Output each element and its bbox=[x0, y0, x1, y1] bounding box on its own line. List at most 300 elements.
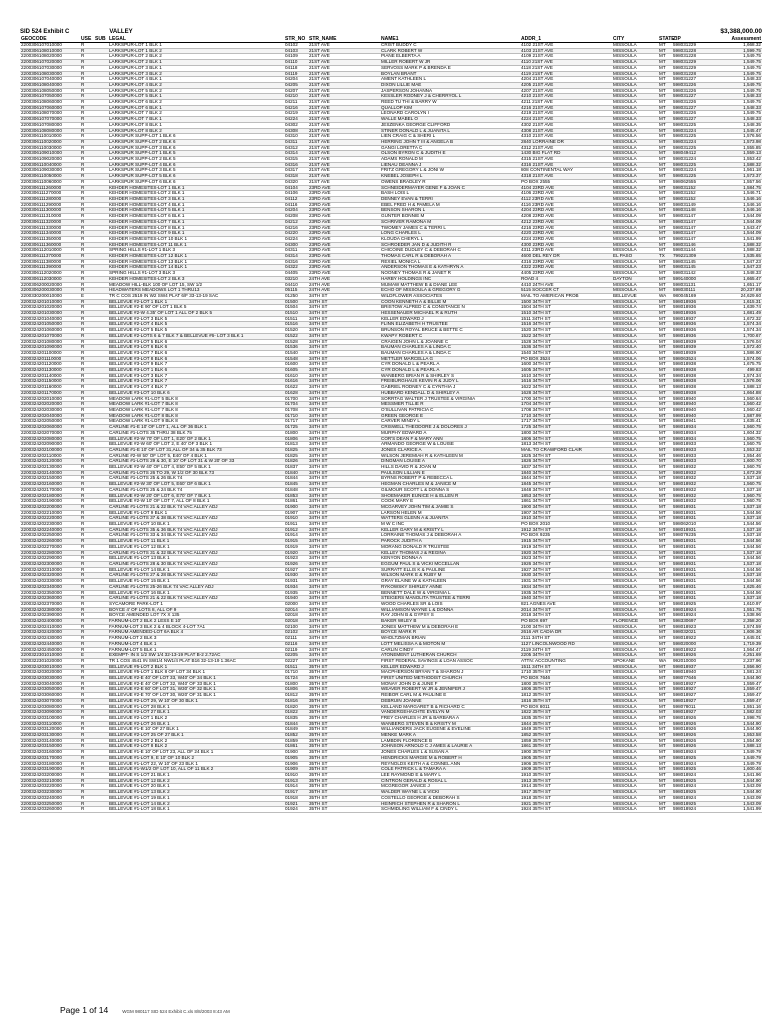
cell-zip: 598018931 bbox=[672, 516, 708, 522]
cell-use: R bbox=[80, 71, 94, 77]
cell-use: R bbox=[80, 174, 94, 180]
cell-city: MISSOULA bbox=[613, 407, 637, 412]
cell-state: MT bbox=[658, 299, 672, 305]
cell-city: MISSOULA bbox=[613, 133, 637, 139]
cell-assessment: 1,544.56 bbox=[743, 509, 761, 515]
cell-use: R bbox=[80, 710, 94, 716]
cell-city: MISSOULA bbox=[613, 395, 637, 401]
cell-legal: BELLEVUE #2-W 70' OF LOT 1, E20' OF 2 BLK 1 bbox=[108, 436, 284, 442]
cell-use: R bbox=[81, 42, 85, 47]
cell-str-name: 35TH ST bbox=[308, 778, 380, 784]
cell-str-no: 04216 bbox=[285, 224, 298, 230]
cell-legal: KEHDER HOMESITES-LOT 7 BLK 1 bbox=[108, 219, 284, 225]
cell-legal: BELLEVUE #2-LOT 8 BLK 2 bbox=[108, 744, 284, 750]
cell-use: R bbox=[80, 516, 94, 522]
cell-state: MT bbox=[659, 201, 666, 207]
cell-name: WILSON JEREMIAH R & KATHLEEN M bbox=[381, 452, 463, 458]
cell-state: MT bbox=[658, 596, 672, 602]
cell-str-no: 04224 bbox=[285, 235, 298, 241]
cell-legal: LARKSPUR-LOT 3 BLK 1 bbox=[109, 64, 162, 70]
cell-addr: ATTN: ACCOUNTING bbox=[521, 657, 566, 663]
cell-assessment: 1,544.90 bbox=[743, 726, 761, 732]
cell-name: LONG CHARLES L bbox=[380, 231, 520, 237]
cell-legal: BELLEVUE #2-E 70' OF LOT 30, W20' OF 31 BLK 1 bbox=[109, 692, 216, 698]
cell-name: CHICOINE DUDLEY C & DEBORAH C bbox=[381, 247, 461, 253]
cell-zip: 598018924 bbox=[673, 772, 696, 777]
cell-addr: 1710 34TH ST bbox=[520, 413, 612, 419]
cell-state: MT bbox=[658, 550, 672, 556]
cell-state: MT bbox=[658, 117, 672, 123]
cell-city: MISSOULA bbox=[612, 60, 658, 66]
cell-assessment: 1,625.46 bbox=[708, 584, 762, 590]
cell-str-name: 34TH ST bbox=[308, 619, 380, 625]
cell-assessment: 1,544.09 bbox=[743, 213, 761, 219]
cell-state: WA bbox=[659, 657, 667, 663]
cell-state: MT bbox=[659, 635, 666, 641]
cell-state: MT bbox=[658, 333, 672, 339]
cell-str-no: 04318 bbox=[284, 174, 308, 180]
cell-str-name: 34TH ST bbox=[308, 539, 380, 545]
cell-assessment: 1,544.09 bbox=[708, 219, 762, 225]
cell-use: R bbox=[80, 413, 94, 419]
cell-addr: PO BOX 7646 bbox=[520, 676, 612, 682]
cell-zip: 598031148 bbox=[672, 208, 708, 214]
cell-str-no: 02014 bbox=[284, 607, 308, 613]
cell-state: MT bbox=[658, 322, 672, 328]
cell-assessment: 1,551.75 bbox=[708, 607, 762, 613]
cell-city: MISSOULA bbox=[613, 555, 637, 561]
cell-str-name: 34TH ST bbox=[308, 504, 380, 510]
cell-legal: BELLEVUE #2-W 60' OF LOT 2, E 40' OF 3 BLK 1 bbox=[109, 441, 213, 447]
cell-str-no: 04104 bbox=[284, 185, 308, 191]
cell-city: MISSOULA bbox=[612, 744, 658, 750]
cell-zip: 598018924 bbox=[673, 794, 696, 800]
cell-state: MT bbox=[659, 452, 666, 458]
cell-geocode: 2200324203220000 bbox=[21, 783, 62, 789]
col-state: STATE bbox=[659, 36, 675, 42]
cell-str-no: 01906 bbox=[285, 760, 298, 766]
cell-zip: 598018938 bbox=[672, 390, 708, 396]
cell-state: MT bbox=[659, 235, 666, 241]
cell-geocode: 2200306111280000 bbox=[20, 196, 80, 202]
cell-zip: 598031227 bbox=[672, 105, 708, 111]
cell-str-no: 04308 bbox=[284, 128, 308, 134]
cell-str-no: 01905 bbox=[284, 755, 308, 761]
cell-str-name: 23RD AVE bbox=[309, 201, 331, 207]
cell-str-no: 01914 bbox=[285, 783, 298, 789]
cell-use: R bbox=[80, 550, 94, 556]
cell-city: SPOKANE bbox=[613, 657, 636, 663]
cell-str-no: 02116 bbox=[284, 641, 308, 647]
cell-legal: FARNUM-LOT 2 BLK 3 bbox=[109, 635, 157, 641]
cell-addr: 1910 35TH ST bbox=[521, 772, 551, 777]
cell-name: LIENAU DEANNA J bbox=[380, 162, 520, 168]
cell-legal: FARNUM AMENDED-LOT 6A BLK 4 bbox=[108, 630, 284, 636]
cell-assessment: 1,560.42 bbox=[743, 407, 761, 412]
cell-zip: 980045169 bbox=[673, 292, 696, 298]
cell-str-name: 21ST AVE bbox=[308, 117, 380, 123]
cell-str-name: 34TH ST bbox=[308, 561, 380, 567]
cell-name: FRITZ GREGORY L & JONI W bbox=[381, 167, 444, 173]
cell-city: MISSOULA bbox=[613, 247, 637, 253]
cell-city: MISSOULA bbox=[613, 418, 637, 424]
cell-use: R bbox=[80, 60, 94, 66]
cell-state: MT bbox=[659, 703, 666, 709]
cell-geocode: 2200324202060000 bbox=[20, 425, 80, 431]
cell-str-no: 01250 bbox=[285, 292, 298, 298]
cell-zip: 598018931 bbox=[672, 561, 708, 567]
cell-geocode: 2200324203070000 bbox=[20, 698, 80, 704]
cell-addr: ROAD 4 bbox=[520, 276, 612, 282]
cell-legal: MEADOW HILL-BLK 100 OF LOT 15, SW 1/2 bbox=[109, 281, 203, 287]
cell-zip: 598018932 bbox=[673, 464, 696, 470]
cell-assessment: 1,549.75 bbox=[708, 82, 762, 88]
cell-str-no: 01826 bbox=[284, 459, 308, 465]
cell-city: MISSOULA bbox=[613, 384, 637, 390]
cell-addr: 1536 34TH ST bbox=[520, 345, 612, 351]
cell-geocode: 2200306108040000 bbox=[20, 82, 80, 88]
cell-use: R bbox=[80, 436, 94, 442]
cell-use: R bbox=[80, 288, 94, 294]
cell-zip: 598031152 bbox=[672, 196, 708, 202]
cell-assessment: 1,551.16 bbox=[743, 703, 761, 709]
cell-city: MISSOULA bbox=[613, 452, 637, 458]
cell-name: KELLEY THOMAS J & REGINA bbox=[380, 550, 520, 556]
col-use: USE bbox=[80, 36, 94, 43]
cell-legal: LARKSPUR SUPP-LOT 6 BLK 6 bbox=[109, 178, 176, 184]
cell-addr: 4205 21ST AVE bbox=[520, 82, 612, 88]
cell-geocode: 2200324202130000 bbox=[21, 464, 62, 470]
cell-addr: 4106 23RD AVE bbox=[521, 190, 555, 196]
cell-str-no: 02000 bbox=[285, 600, 298, 606]
cell-use: R bbox=[81, 657, 85, 663]
cell-geocode: 2200324202220000 bbox=[20, 516, 80, 522]
cell-name: EGGUM PAUL S & VICKI MCCELLAN bbox=[380, 561, 520, 567]
cell-use: E bbox=[80, 653, 94, 659]
cell-assessment: 1,537.18 bbox=[708, 561, 762, 567]
cell-state: MT bbox=[659, 156, 666, 162]
cell-city: MISSOULA bbox=[613, 201, 637, 207]
cell-use: R bbox=[81, 53, 85, 59]
cell-use: R bbox=[81, 178, 85, 184]
cell-str-no: 04322 bbox=[284, 265, 308, 271]
cell-city: MISSOULA bbox=[613, 87, 637, 93]
cell-str-name: 34TH ST bbox=[308, 368, 380, 374]
cell-state: MT bbox=[658, 94, 672, 100]
cell-city: MISSOULA bbox=[612, 504, 658, 510]
cell-use: R bbox=[81, 304, 85, 310]
cell-addr: 4316 23RD AVE bbox=[521, 258, 555, 264]
cell-city: MISSOULA bbox=[612, 117, 658, 123]
cell-assessment: 1,545.47 bbox=[708, 128, 762, 134]
cell-use: E bbox=[81, 292, 85, 298]
cell-str-name: 34TH ST bbox=[309, 338, 328, 344]
cell-legal: BELLEVUE #2-LOT 4 BLK 5 bbox=[108, 322, 284, 328]
cell-city: MISSOULA bbox=[612, 687, 658, 693]
cell-state: MT bbox=[659, 247, 666, 253]
cell-zip: 598018931 bbox=[673, 509, 696, 515]
cell-str-no: 01622 bbox=[285, 384, 298, 390]
cell-geocode: 2200324203170000 bbox=[20, 755, 80, 761]
cell-zip: 598018924 bbox=[673, 612, 696, 618]
cell-state: MT bbox=[658, 653, 672, 659]
cell-str-name: 35TH ST bbox=[308, 687, 380, 693]
cell-name: WANBERG BRIAN R & SHIRLEY S bbox=[381, 372, 455, 378]
cell-assessment: 1,600.46 bbox=[708, 767, 762, 773]
cell-name: BAUMAN CHARLES A & LINDA C bbox=[381, 349, 451, 355]
cell-city: MISSOULA bbox=[612, 721, 658, 727]
cell-geocode: 2200324203210000 bbox=[20, 778, 80, 784]
cell-addr: 1822 35TH ST bbox=[520, 710, 612, 716]
cell-sub bbox=[94, 807, 108, 813]
cell-use: R bbox=[81, 612, 85, 618]
cell-legal: LARKSPUR-LOT 5 BLK 2 bbox=[109, 87, 162, 93]
cell-state: MT bbox=[658, 687, 672, 693]
cell-str-name: 35TH ST bbox=[309, 692, 328, 698]
cell-addr: 1861 34TH ST bbox=[521, 498, 551, 504]
cell-name: DIXON LILLIE MAE bbox=[380, 82, 520, 88]
col-sub: SUB bbox=[94, 36, 108, 43]
cell-use: R bbox=[81, 646, 85, 652]
cell-addr: 1528 34TH ST bbox=[521, 338, 551, 344]
cell-addr: 1910 34TH ST bbox=[520, 516, 612, 522]
cell-legal: BELLEVUE #2-W 30' OF LOT 5, E60' OF 6 BLK 1 bbox=[108, 482, 284, 488]
cell-geocode: 2200306111390000 bbox=[20, 265, 80, 271]
cell-zip: 598018933 bbox=[673, 452, 696, 458]
cell-geocode: 2200324203240000 bbox=[21, 794, 62, 800]
cell-name: HEINRICH STEPHEN R & SHARON L bbox=[380, 801, 520, 807]
cell-name: CINTRON GERALD & ROSAL L bbox=[380, 778, 520, 784]
cell-city: MISSOULA bbox=[613, 726, 637, 732]
cell-name: JOHNSON ARNOLD C J AMES & LAURIE A bbox=[380, 744, 520, 750]
cell-legal: LARKSPUR-LOT 6 BLK 2 bbox=[109, 99, 162, 105]
cell-addr: 1812 35TH ST bbox=[521, 692, 551, 698]
cell-zip: 598031224 bbox=[672, 128, 708, 134]
cell-addr: PO BOX 3524 bbox=[520, 356, 612, 362]
cell-city: MISSOULA bbox=[612, 459, 658, 465]
cell-str-no: 01861 bbox=[285, 498, 298, 504]
cell-addr: 1900 34TH ST bbox=[520, 504, 612, 510]
cell-str-name: 35TH ST bbox=[309, 760, 328, 766]
cell-city: MISSOULA bbox=[612, 162, 658, 168]
cell-state: MT bbox=[658, 60, 672, 66]
cell-use: R bbox=[81, 258, 85, 264]
cell-state: MT bbox=[659, 338, 666, 344]
cell-state: MT bbox=[658, 242, 672, 248]
cell-str-no: 01915 bbox=[284, 539, 308, 545]
cell-str-no: 01835 bbox=[285, 714, 298, 720]
cell-assessment: 1,537.18 bbox=[708, 527, 762, 533]
cell-legal: CARLINE #1-LOTS 37 & 38 BLK 74 VAC ALLEY ADJ bbox=[108, 516, 284, 522]
cell-city: MISSOULA bbox=[613, 692, 637, 698]
cell-city: MISSOULA bbox=[612, 676, 658, 682]
cell-name: SCHMIDLING WILLIAM F & CINDY L bbox=[381, 806, 458, 812]
cell-use: R bbox=[80, 276, 94, 282]
cell-state: MT bbox=[658, 174, 672, 180]
cell-use: R bbox=[80, 733, 94, 739]
cell-name: WANBERG STEVEN B & KRISTY M bbox=[380, 721, 520, 727]
cell-addr: 4204 23RD AVE bbox=[520, 208, 612, 214]
cell-state: MT bbox=[658, 447, 672, 453]
cell-zip: 598031229 bbox=[673, 64, 696, 70]
cell-name: COSTELLO GEORGE & DEBORAH S bbox=[381, 794, 460, 800]
cell-zip: 598018927 bbox=[672, 698, 708, 704]
cell-geocode: 2200324201110000 bbox=[20, 356, 80, 362]
cell-str-no: 01849 bbox=[285, 726, 298, 732]
cell-assessment: 1,673.29 bbox=[708, 470, 762, 476]
cell-zip: 598018934 bbox=[672, 436, 708, 442]
cell-assessment: 1,586.90 bbox=[743, 349, 761, 355]
cell-use: R bbox=[81, 794, 85, 800]
cell-state: MT bbox=[658, 482, 672, 488]
cell-zip: 598018940 bbox=[673, 395, 696, 401]
cell-addr: 1813 34TH ST bbox=[521, 441, 551, 447]
cell-name: SCHRIVER RAMONA M bbox=[380, 219, 520, 225]
cell-str-name: 35TH ST bbox=[309, 737, 328, 743]
cell-assessment: 1,549.75 bbox=[708, 71, 762, 77]
cell-state: MT bbox=[658, 436, 672, 442]
cell-addr: 4109 21ST AVE bbox=[521, 53, 554, 59]
cell-state: MT bbox=[659, 543, 666, 549]
cell-addr: 4102 21ST AVE bbox=[521, 42, 554, 47]
cell-legal: BELLEVUE #2-W 4.35' OF LOT 1 ALL OF 2 BLK 5 bbox=[108, 311, 284, 317]
cell-use: R bbox=[80, 356, 94, 362]
cell-zip: 598018927 bbox=[672, 710, 708, 716]
cell-name: BAKER WILEY B bbox=[380, 619, 520, 625]
cell-city: MISSOULA bbox=[612, 82, 658, 88]
cell-city: MISSOULA bbox=[613, 167, 637, 173]
cell-str-no: 01917 bbox=[284, 790, 308, 796]
cell-addr: 4224 23RD AVE bbox=[521, 235, 555, 241]
cell-zip: 598062010 bbox=[673, 521, 696, 527]
cell-use: R bbox=[80, 242, 94, 248]
cell-str-name: 34TH ST bbox=[309, 429, 328, 435]
cell-state: MT bbox=[659, 429, 666, 435]
cell-city: MISSOULA bbox=[612, 493, 658, 499]
cell-geocode: 2200324202290000 bbox=[21, 555, 62, 561]
cell-legal: BELLEVUE #2-E 40' OF LOT 33, W40' OF 34 BLK 1 bbox=[108, 676, 284, 682]
cell-zip: 598018939 bbox=[673, 349, 696, 355]
cell-legal: BELLEVUE #3-LOT 7 BLK 6 bbox=[109, 349, 168, 355]
cell-addr: 1840 34TH ST bbox=[520, 470, 612, 476]
cell-str-no: 04315 bbox=[285, 156, 298, 162]
cell-city: MISSOULA bbox=[613, 429, 637, 435]
cell-zip: 598031225 bbox=[672, 174, 708, 180]
cell-city: MISSOULA bbox=[612, 48, 658, 54]
cell-state: MT bbox=[659, 532, 666, 538]
cell-geocode: 2200306200020000 bbox=[21, 281, 62, 287]
cell-geocode: 2200324203160000 bbox=[21, 749, 62, 755]
cell-name: NOONEY THOMAS R & JANET R bbox=[381, 270, 451, 276]
cell-name: PAULSON LILLIAN E bbox=[380, 470, 520, 476]
cell-zip: 799221309 bbox=[672, 254, 708, 260]
cell-name: WATTERS GLENN A & JUANITA bbox=[380, 516, 520, 522]
cell-legal: LARKSPUR-LOT 8 BLK 1 bbox=[109, 121, 162, 127]
cell-legal: BELLEVUE #2-LOT 3 BLK 5 bbox=[109, 315, 168, 321]
cell-city: MISSOULA bbox=[612, 128, 658, 134]
cell-str-name: 35TH ST bbox=[309, 749, 328, 755]
cell-legal: BOYCE 4' OF LOTS 8, ALL OF 9 bbox=[108, 607, 284, 613]
cell-use: R bbox=[80, 459, 94, 465]
cell-assessment: 1,576.56 bbox=[743, 133, 761, 139]
cell-zip: 598018922 bbox=[673, 635, 696, 641]
cell-zip: 598018936 bbox=[672, 311, 708, 317]
cell-assessment: 1,537.18 bbox=[743, 532, 761, 538]
cell-city: MISSOULA bbox=[613, 760, 637, 766]
cell-state: MT bbox=[659, 99, 666, 105]
cell-name: BAUMAN CHARLES A & LINDA C bbox=[380, 345, 520, 351]
cell-geocode: 2200306111370000 bbox=[20, 254, 80, 260]
cell-city: MISSOULA bbox=[613, 680, 637, 686]
cell-city: MISSOULA bbox=[613, 532, 637, 538]
cell-str-name: 34TH ST bbox=[308, 482, 380, 488]
cell-addr: 1717 34TH ST bbox=[521, 418, 551, 424]
cell-geocode: 2200324202410000 bbox=[21, 623, 62, 629]
cell-addr: 1907 34TH ST bbox=[521, 509, 551, 515]
cell-name: AMENT KATHLEEN L bbox=[381, 76, 427, 82]
cell-zip: 598018933 bbox=[672, 447, 708, 453]
cell-assessment: 1,574.06 bbox=[708, 356, 762, 362]
cell-str-no: 02100 bbox=[285, 623, 298, 629]
cell-addr: 4204 21ST AVE bbox=[521, 76, 554, 82]
cell-str-no: 01816 bbox=[284, 698, 308, 704]
cell-state: MT bbox=[659, 53, 666, 59]
cell-name: OLSON BYRON C & JUDITH E bbox=[380, 151, 520, 157]
cell-str-name: 23RD AVE bbox=[308, 254, 380, 260]
cell-state: MT bbox=[658, 744, 672, 750]
cell-addr: 2205 34TH ST bbox=[520, 653, 612, 659]
cell-assessment: 1,700.67 bbox=[708, 333, 762, 339]
cell-geocode: 2200324203030000 bbox=[20, 676, 80, 682]
cell-geocode: 2200306111310000 bbox=[21, 213, 62, 219]
cell-assessment: 1,553.32 bbox=[708, 447, 762, 453]
cell-use: R bbox=[81, 99, 85, 105]
cell-addr: 1520 34TH ST bbox=[521, 327, 551, 333]
cell-use: R bbox=[81, 407, 85, 412]
cell-str-name: 21ST AVE bbox=[308, 174, 380, 180]
cell-city: MISSOULA bbox=[613, 612, 637, 618]
cell-legal: KEHDER HOMESITES-LOT 5 BLK 1 bbox=[108, 208, 284, 214]
cell-addr: 4116 23RD AVE bbox=[521, 201, 554, 207]
cell-assessment: 1,587.99 bbox=[708, 413, 762, 419]
cell-str-name: 21ST AVE bbox=[308, 71, 380, 77]
cell-geocode: 2200306108060000 bbox=[21, 99, 62, 105]
cell-str-no: 01806 bbox=[284, 436, 308, 442]
cell-str-no: 01844 bbox=[284, 721, 308, 727]
cell-str-name: 23RD AVE bbox=[308, 196, 380, 202]
cell-state: MT bbox=[658, 345, 672, 351]
cell-str-no: 03210 bbox=[284, 276, 308, 282]
cell-assessment: 1,576.04 bbox=[743, 338, 761, 344]
cell-geocode: 2200306110010000 bbox=[21, 133, 62, 139]
cell-assessment: 1,560.75 bbox=[743, 441, 761, 447]
cell-assessment: 1,538.96 bbox=[743, 612, 761, 618]
cell-zip: 598018939 bbox=[673, 338, 696, 344]
cell-state: MT bbox=[659, 270, 666, 276]
cell-legal: BELLEVUE #2-LOT 1 BLK 1 bbox=[108, 299, 284, 305]
cell-str-name: 34TH ST bbox=[309, 395, 328, 401]
cell-str-no: 04106 bbox=[285, 190, 298, 196]
cell-geocode: 2200324201010000 bbox=[20, 299, 80, 305]
cell-str-no: 01528 bbox=[285, 338, 298, 344]
cell-str-name: 34TH ST bbox=[308, 322, 380, 328]
cell-str-no: 01710 bbox=[284, 413, 308, 419]
cell-name: GABRIEL RODNEY C & CYNTHIA J bbox=[381, 384, 456, 390]
cell-state: MT bbox=[659, 121, 666, 127]
cell-addr: 1915 34TH ST bbox=[520, 539, 612, 545]
cell-use: R bbox=[81, 760, 85, 766]
cell-zip: 598031229 bbox=[673, 42, 696, 47]
